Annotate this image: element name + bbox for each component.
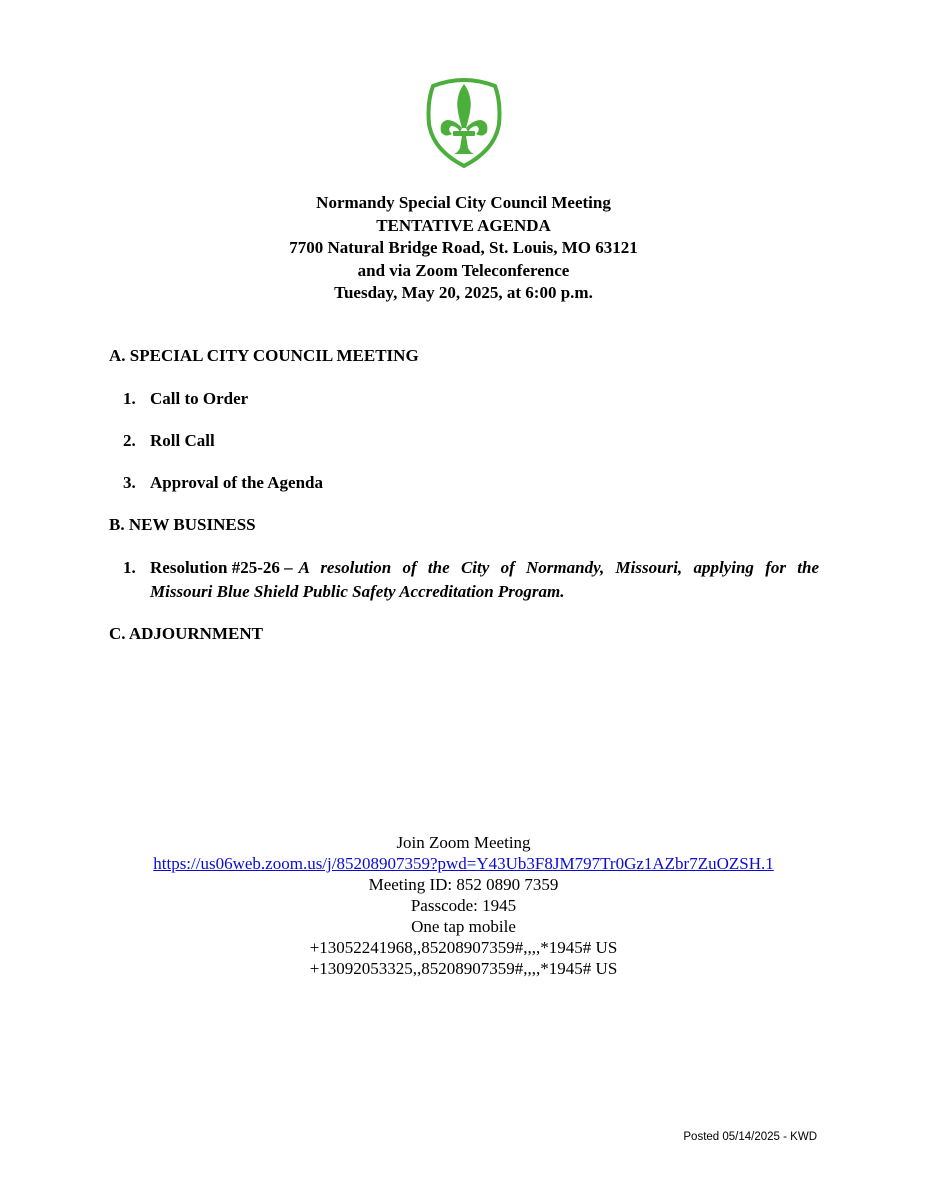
item-number: 3. <box>123 473 136 492</box>
resolution-text-line1: A resolution of the City of Normandy, Missouri, applying for the <box>298 558 819 577</box>
fleur-de-lis-shield-icon <box>425 76 503 168</box>
meeting-header <box>0 192 927 305</box>
meeting-datetime: Tuesday, May 20, 2025, at 6:00 p.m. <box>334 283 593 303</box>
resolution-id: Resolution #25-26 – <box>150 558 293 577</box>
agenda-item <box>123 431 215 451</box>
item-number: 1. <box>123 558 136 577</box>
agenda-item <box>123 389 248 409</box>
one-tap-label: One tap mobile <box>411 917 516 936</box>
meeting-venue: and via Zoom Teleconference <box>357 260 570 280</box>
zoom-link[interactable]: https://us06web.zoom.us/j/85208907359?pwd=Y43Ub3F8JM797Tr0Gz1AZbr7ZuOZSH.1 <box>153 854 774 873</box>
resolution-item <box>123 556 819 604</box>
phone-number: +13092053325,,85208907359#,,,,*1945# US <box>309 959 618 978</box>
zoom-info <box>0 832 927 979</box>
item-label: Roll Call <box>150 431 215 450</box>
passcode: Passcode: 1945 <box>410 896 517 915</box>
section-a-title: A. SPECIAL CITY COUNCIL MEETING <box>109 346 419 365</box>
item-number: 2. <box>123 431 136 450</box>
item-label: Call to Order <box>150 389 249 408</box>
zoom-heading: Join Zoom Meeting <box>396 833 531 852</box>
section-c-title: C. ADJOURNMENT <box>109 624 263 643</box>
section-b-title: B. NEW BUSINESS <box>109 515 256 534</box>
posted-stamp: Posted 05/14/2025 - KWD <box>683 1131 817 1143</box>
meeting-title: Normandy Special City Council Meeting <box>316 193 611 212</box>
agenda-item <box>123 473 323 493</box>
item-number: 1. <box>123 389 136 408</box>
phone-number: +13052241968,,85208907359#,,,,*1945# US <box>309 938 618 957</box>
item-label: Approval of the Agenda <box>150 473 324 492</box>
resolution-text-line2: Missouri Blue Shield Public Safety Accreditation Program. <box>150 582 565 601</box>
meeting-address: 7700 Natural Bridge Road, St. Louis, MO 63121 <box>289 238 638 258</box>
meeting-id: Meeting ID: 852 0890 7359 <box>368 875 559 894</box>
agenda-label: TENTATIVE AGENDA <box>376 215 551 235</box>
